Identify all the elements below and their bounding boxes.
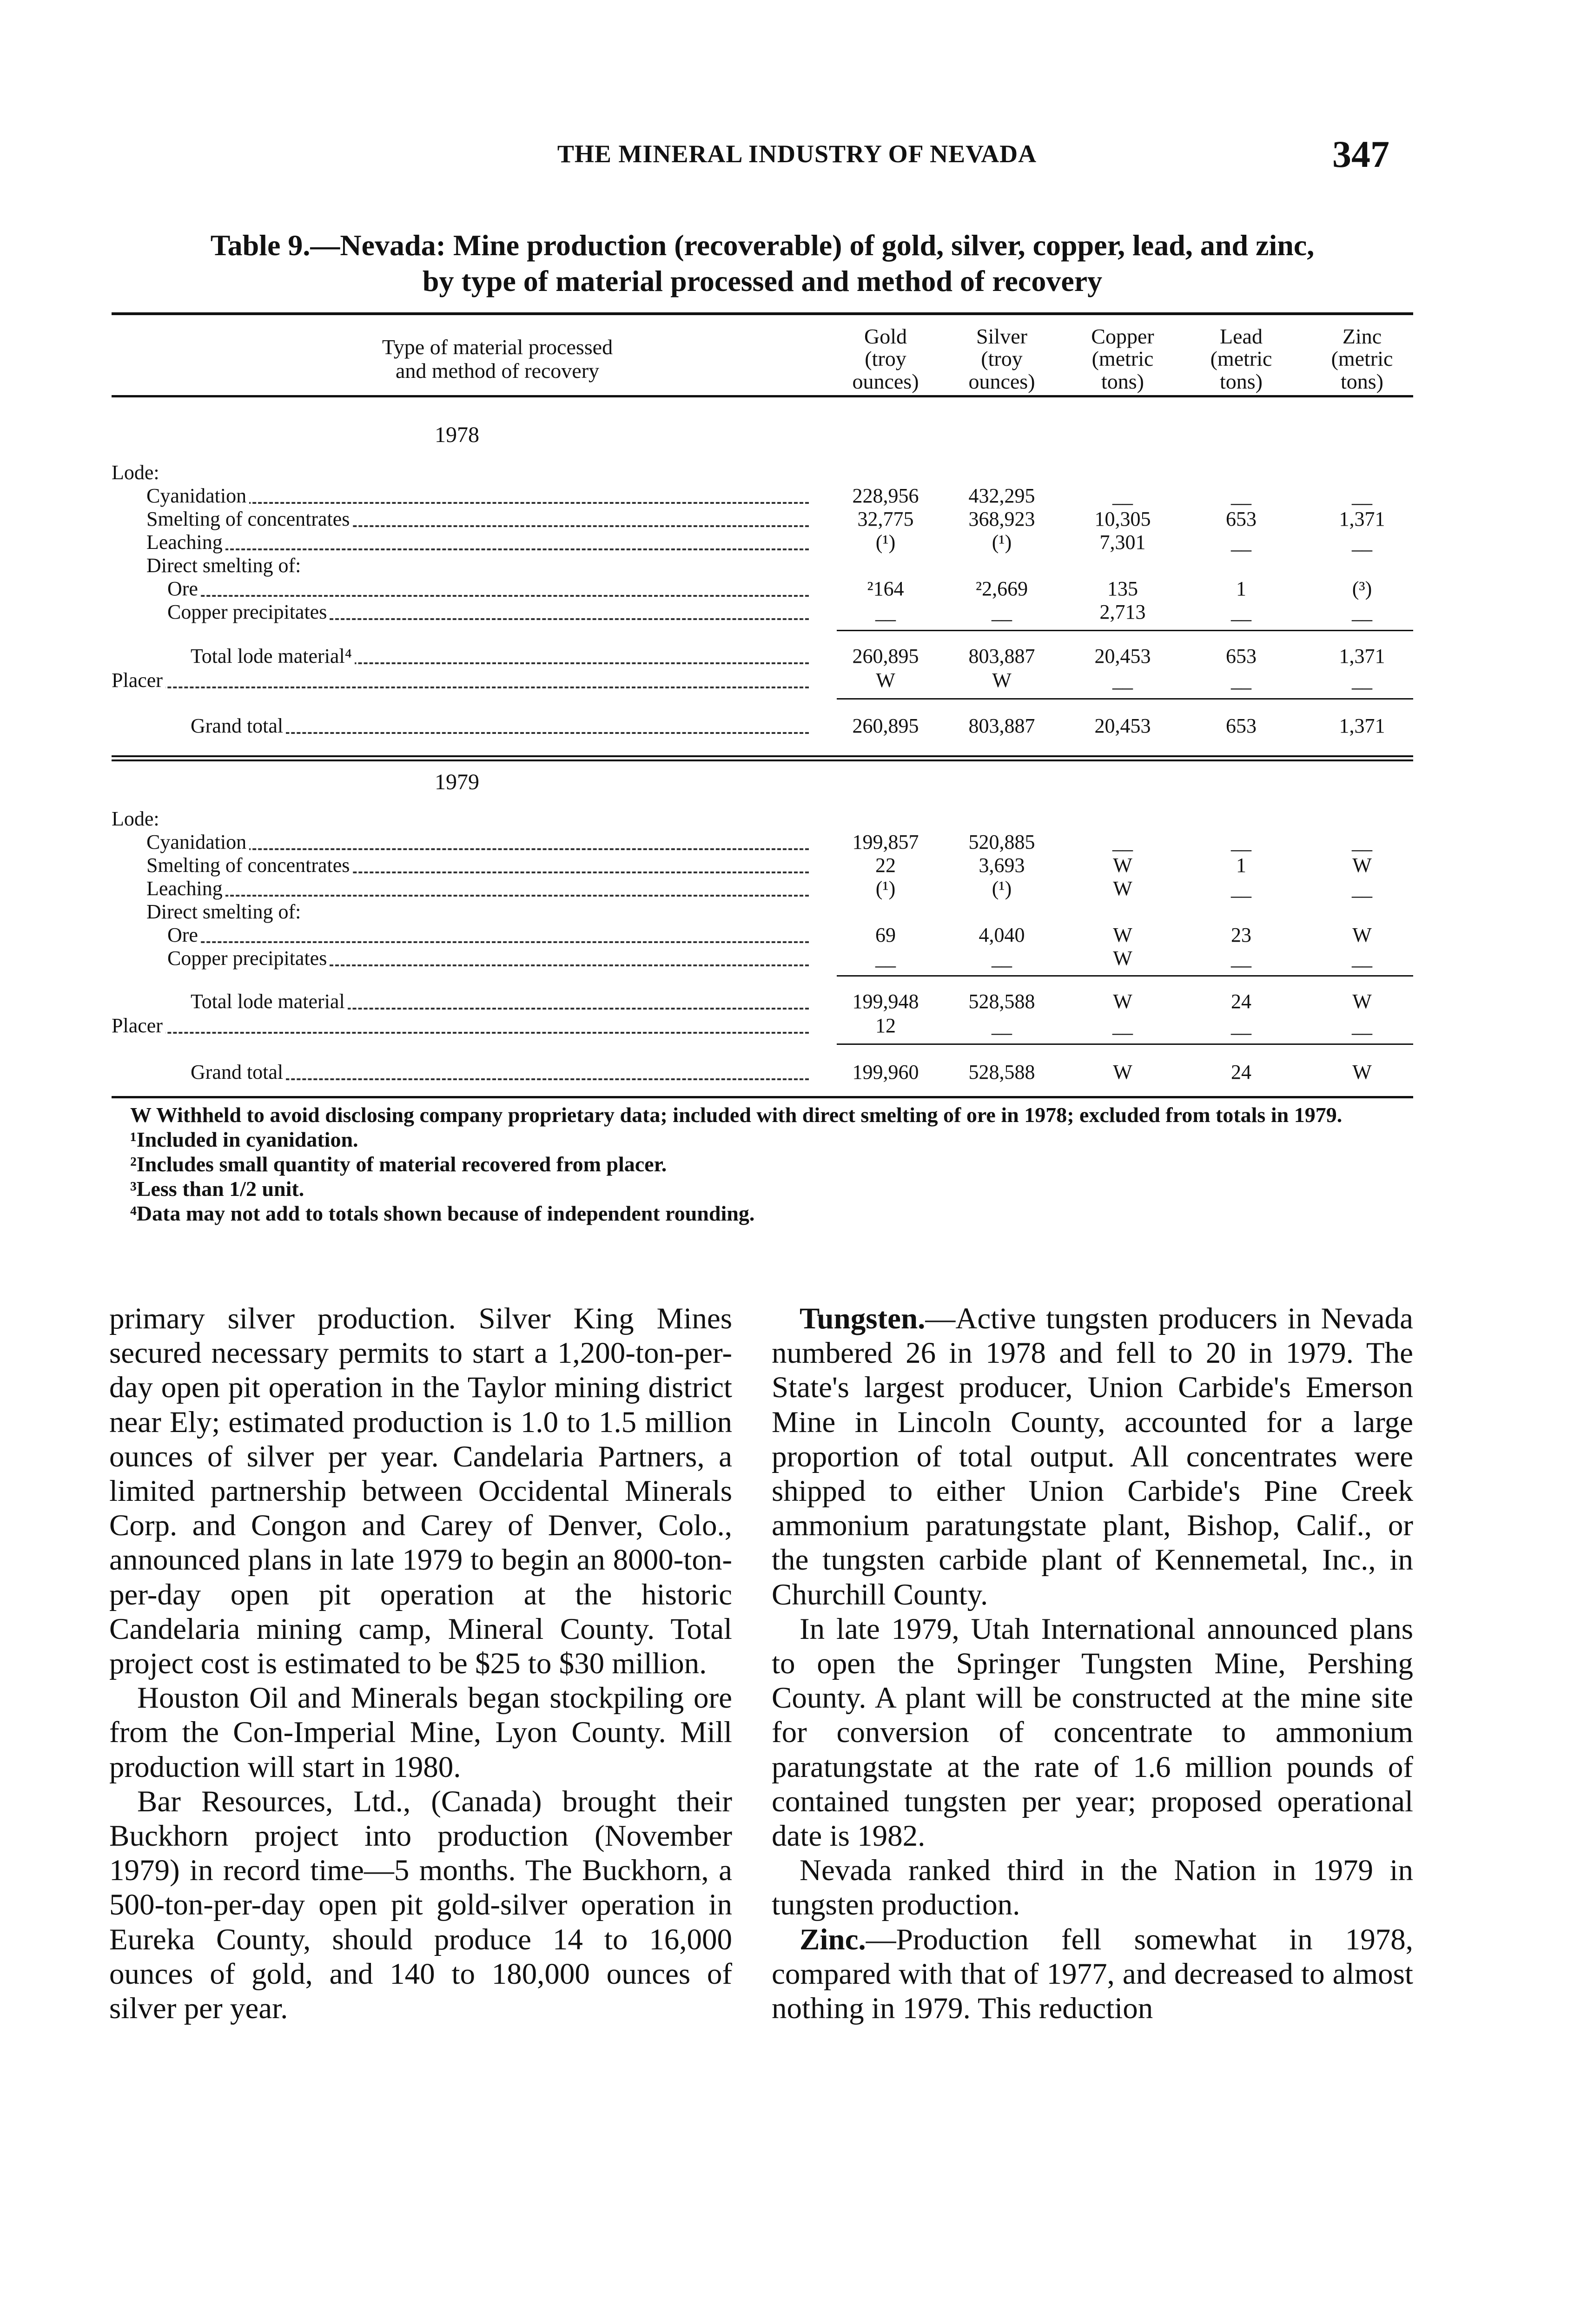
col-header-lead: Lead (metric tons) [1210, 324, 1272, 393]
table-row: Ore ²164 ²2,669 135 1 (³) [112, 576, 1413, 601]
table-title-line1: Table 9.—Nevada: Mine production (recoverable) of gold, silver, copper, lead, and zinc, [210, 229, 1315, 262]
paragraph-zinc: Zinc.—Production fell somewhat in 1978, compared with that of 1977, and decreased to almost nothing in 1979. This reduction [772, 1922, 1413, 2026]
table-title-line2: by type of material processed and method of recovery [422, 264, 1103, 297]
paragraph: Nevada ranked third in the Nation in 1979 in tungsten production. [772, 1854, 1413, 1922]
col-header-copper: Copper (metric tons) [1091, 324, 1154, 393]
table-row: Total lode material⁴ 260,895 803,887 20,453 653 1,371 [112, 644, 1413, 669]
subtotal-rule [837, 975, 1413, 977]
table-header-rule [112, 395, 1413, 397]
page-number: 347 [1332, 133, 1389, 175]
table-title [112, 228, 1413, 299]
paragraph: primary silver production. Silver King Mines secured necessary permits to start a 1,200-ton-per-day open pit operation in the Taylor mining district near Ely; estimated production is 1.0 to 1.5 million ounces of silver per year. Candelaria Partners, a limited partnership between Occidental Minerals Corp. and Congon and Carey of Denver, Colo., announced plans in late 1979 to begin an 8000-ton-per-day open pit operation at the historic Candelaria mining camp, Mineral County. Total project cost is estimated to be $25 to $30 million. [109, 1302, 732, 1681]
table-row: Cyanidation 199,857 520,885 __ __ __ [112, 830, 1413, 855]
paragraph: Bar Resources, Ltd., (Canada) brought their Buckhorn project into production (November 1979) in record time—5 months. The Buckhorn, a 500-ton-per-day open pit gold-silver operation in Eureka County, should produce 14 to 16,000 ounces of gold, and 140 to 180,000 ounces of silver per year. [109, 1784, 732, 2026]
section-heading-zinc: Zinc. [800, 1922, 866, 1956]
footnote-1: ¹Included in cyanidation. [130, 1128, 358, 1151]
table-row: Ore 69 4,040 W 23 W [112, 923, 1413, 948]
table-row: Grand total 260,895 803,887 20,453 653 1,371 [112, 713, 1413, 739]
table-row: Cyanidation 228,956 432,295 __ __ __ [112, 483, 1413, 508]
table-row: Placer 12 __ __ __ __ [112, 1013, 1413, 1038]
col-header-zinc: Zinc (metric tons) [1331, 324, 1393, 393]
table-bottom-rule [112, 1096, 1413, 1098]
year-1979: 1979 [435, 770, 479, 794]
table-row: Smelting of concentrates 32,775 368,923 10,305 653 1,371 [112, 507, 1413, 532]
row-1979-direct-smelting: Direct smelting of: [146, 900, 301, 923]
type-column-header [214, 336, 781, 383]
table-row: Placer W W __ __ __ [112, 668, 1413, 693]
row-1979-lode: Lode: [112, 807, 159, 830]
section-heading-tungsten: Tungsten. [800, 1302, 926, 1335]
table-row: Copper precipitates __ __ W __ __ [112, 946, 1413, 971]
table-top-rule [112, 312, 1413, 315]
col-header-silver: Silver (troy ounces) [968, 324, 1035, 393]
table-footnotes [112, 1103, 1413, 1226]
body-left-column [109, 1301, 732, 2026]
footnote-4: ⁴Data may not add to totals shown because of independent rounding. [130, 1202, 755, 1225]
table-row: Grand total 199,960 528,588 W 24 W [112, 1060, 1413, 1085]
paragraph-tungsten: Tungsten.—Active tungsten producers in Nevada numbered 26 in 1978 and fell to 20 in 1979. The State's largest producer, Union Carbide's Emerson Mine in Lincoln County, accounted for a large proportion of total output. All concentrates were shipped to either Union Carbide's Pine Creek ammonium paratungstate plant, Bishop, Calif., or the tungsten carbide plant of Kennemetal, Inc., in Churchill County. [772, 1302, 1413, 1611]
subtotal-rule [837, 1043, 1413, 1045]
subtotal-rule [837, 698, 1413, 700]
table-mid-rule-bottom [112, 759, 1413, 761]
body-right-column [772, 1301, 1413, 2026]
paragraph: In late 1979, Utah International announced plans to open the Springer Tungsten Mine, Pershing County. A plant will be constructed at the mine site for conversion of concentrate to ammonium paratungstate at the rate of 1.6 million pounds of contained tungsten per year; proposed operational date is 1982. [772, 1612, 1413, 1853]
footnote-w: W Withheld to avoid disclosing company proprietary data; included with direct smelting of ore in 1978; excluded from totals in 1979. [130, 1103, 1343, 1127]
table-row: Copper precipitates __ __ 2,713 __ __ [112, 600, 1413, 625]
footnote-3: ³Less than 1/2 unit. [130, 1177, 304, 1201]
table-row: Leaching (¹) (¹) 7,301 __ __ [112, 530, 1413, 555]
footnote-2: ²Includes small quantity of material recovered from placer. [130, 1152, 667, 1176]
table-mid-rule-top [112, 755, 1413, 757]
type-header-line2: and method of recovery [395, 358, 600, 383]
row-1978-direct-smelting: Direct smelting of: [146, 554, 301, 577]
year-1978: 1978 [435, 423, 479, 447]
type-header-line1: Type of material processed [382, 335, 613, 359]
col-header-gold: Gold (troy ounces) [852, 324, 919, 393]
table-row: Leaching (¹) (¹) W __ __ [112, 876, 1413, 901]
subtotal-rule [837, 630, 1413, 631]
table-row: Total lode material 199,948 528,588 W 24 W [112, 989, 1413, 1014]
table-row: Smelting of concentrates 22 3,693 W 1 W [112, 853, 1413, 878]
paragraph: Houston Oil and Minerals began stockpiling ore from the Con-Imperial Mine, Lyon County. Mill production will start in 1980. [109, 1681, 732, 1784]
row-1978-lode: Lode: [112, 461, 159, 484]
running-title: THE MINERAL INDUSTRY OF NEVADA [557, 140, 1037, 168]
